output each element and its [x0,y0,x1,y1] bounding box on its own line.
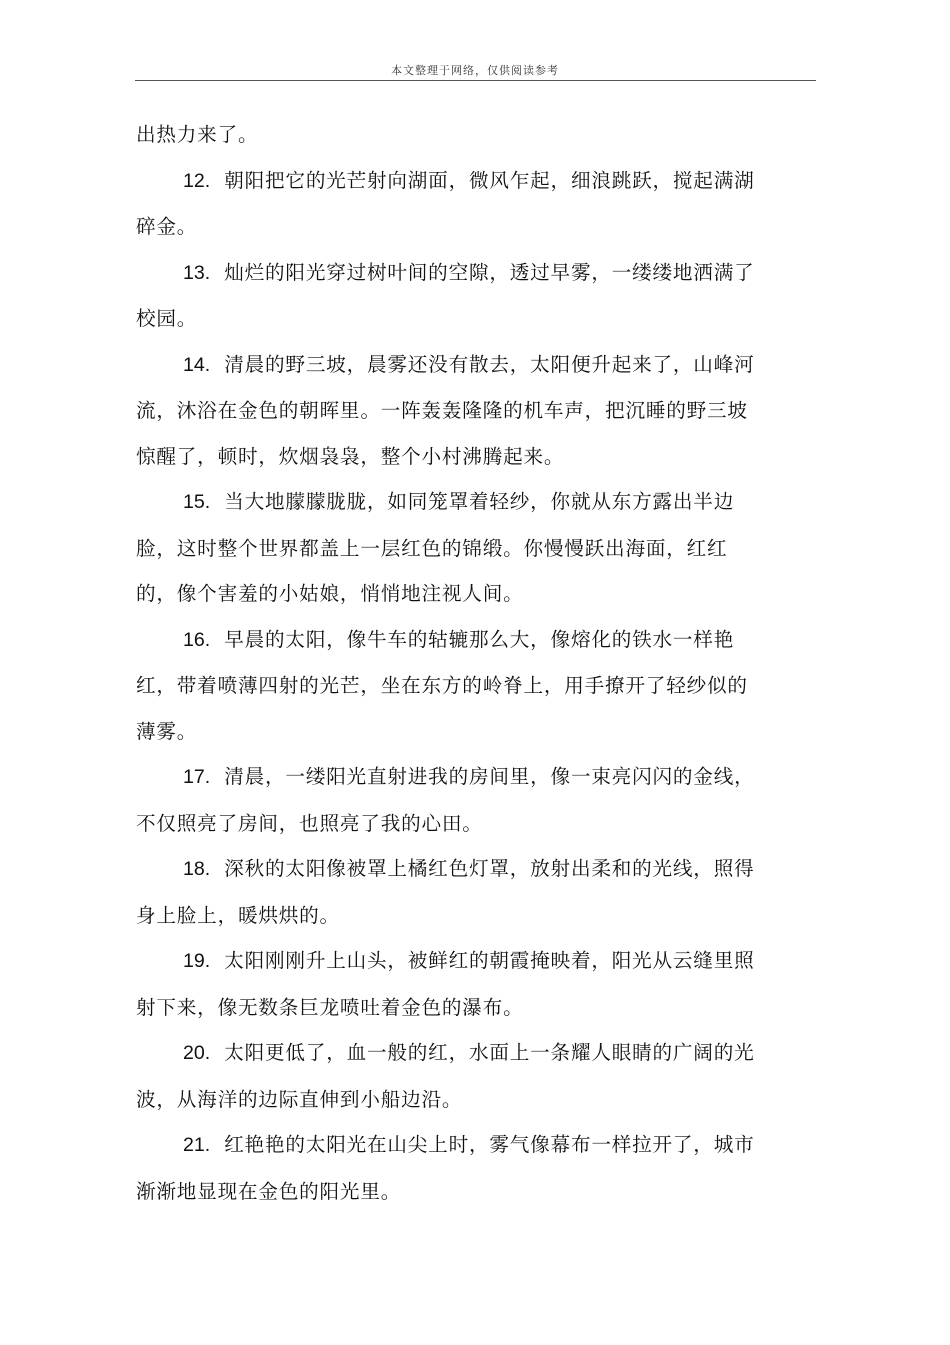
list-item [136,938,758,1030]
item-number: 16. [183,628,211,651]
item-number: 14. [183,353,211,376]
item-text: 朝阳把它的光芒射向湖面，微风乍起，细浪跳跃，搅起满湖碎金。 [136,168,755,238]
header-divider [135,80,816,81]
item-number: 12. [183,169,211,192]
item-number: 17. [183,766,211,788]
item-text: 早晨的太阳，像牛车的轱辘那么大，像熔化的铁水一样艳红，带着喷薄四射的光芒，坐在东方的岭脊上，用手撩开了轻纱似的薄雾。 [136,627,748,743]
item-text: 清晨，一缕阳光直射进我的房间里，像一束亮闪闪的金线，不仅照亮了房间，也照亮了我的心田。 [136,765,755,835]
item-number: 18. [183,858,211,880]
list-item [136,479,758,617]
item-number: 21. [183,1134,211,1156]
item-number: 19. [183,950,211,972]
list-item [136,1030,758,1122]
continuation-paragraph: 出热力来了。 [136,123,259,146]
item-text: 清晨的野三坡，晨雾还没有散去，太阳便升起来了，山峰河流，沐浴在金色的朝晖里。一阵轰轰隆隆的机车声，把沉睡的野三坡惊醒了，顿时，炊烟袅袅，整个小村沸腾起来。 [136,352,755,468]
list-item [136,158,758,250]
list-item [136,754,758,846]
item-number: 13. [183,261,211,284]
item-number: 15. [183,491,211,513]
list-item [136,342,758,480]
item-text: 太阳更低了，血一般的红，水面上一条耀人眼睛的广阔的光波，从海洋的边际直伸到小船边沿。 [136,1041,755,1111]
list-item [136,846,758,938]
page-header: 本文整理于网络，仅供阅读参考 [391,64,559,77]
item-text: 红艳艳的太阳光在山尖上时，雾气像幕布一样拉开了，城市渐渐地显现在金色的阳光里。 [136,1133,755,1203]
list-item [136,617,758,755]
item-number: 20. [183,1042,211,1064]
list-item [136,1122,758,1214]
list-item [136,250,758,342]
item-text: 灿烂的阳光穿过树叶间的空隙，透过早雾，一缕缕地洒满了校园。 [136,260,755,330]
document-body [136,112,758,1214]
item-text: 当大地朦朦胧胧，如同笼罩着轻纱，你就从东方露出半边脸，这时整个世界都盖上一层红色的锦缎。你慢慢跃出海面，红红的，像个害羞的小姑娘，悄悄地注视人间。 [136,490,735,605]
item-text: 深秋的太阳像被罩上橘红色灯罩，放射出柔和的光线，照得身上脸上，暖烘烘的。 [136,857,755,927]
item-text: 太阳刚刚升上山头，被鲜红的朝霞掩映着，阳光从云缝里照射下来，像无数条巨龙喷吐着金色的瀑布。 [136,949,755,1019]
